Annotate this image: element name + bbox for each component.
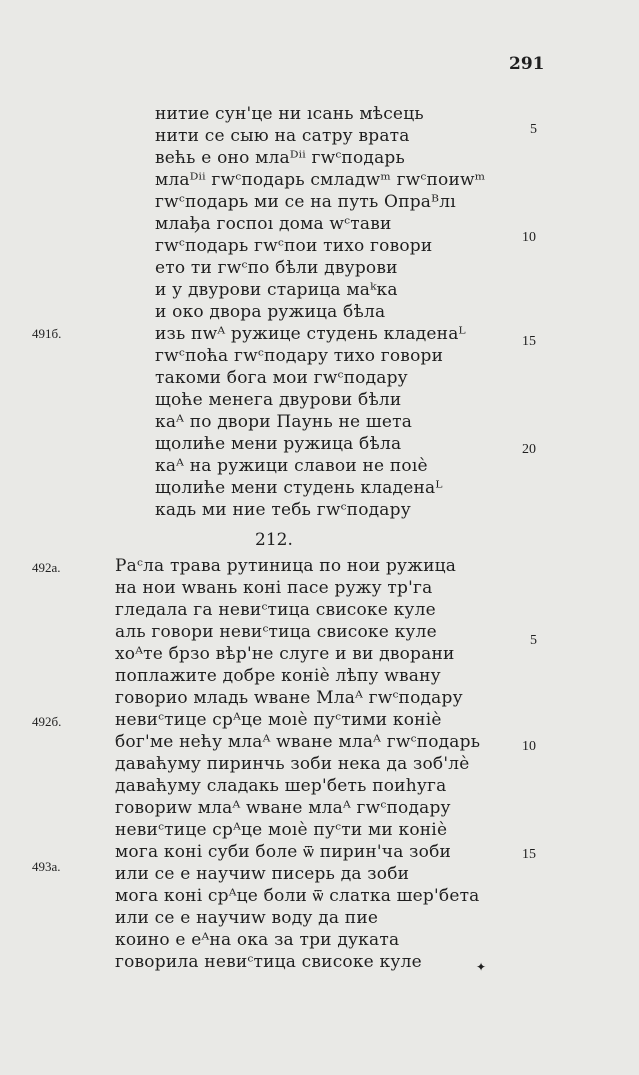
verse-line: и око двора ружица бѣла [155,302,386,322]
line-number: 10 [522,230,536,245]
verse-line: даваћуму сладакь шер'беть поиһуга [115,776,447,796]
verse-line: говориw млаᴬ wване млаᴬ гwᶜподару [115,798,451,818]
verse-line: или се е научиw воду да пие [115,908,379,928]
verse-line: или се е научиw писерь да зоби [115,864,410,884]
manuscript-folio-ref: 491б. [32,326,62,341]
line-number: 5 [530,633,537,648]
verse-line: ето ти гwᶜпо бѣли двурови [155,258,398,278]
verse-line: гледала га невиᶜтица свисоке куле [115,600,436,620]
line-number: 20 [522,442,536,457]
verse-line: говорио младь wване Млаᴬ гwᶜподару [115,688,463,708]
verse-line: нитие сун'це ни ıсань мѣсець [155,104,424,124]
verse-line: мога коні суби боле ѿ пирин'ча зоби [115,842,452,862]
line-number: 5 [530,122,537,137]
verse-line: већь е оно млаᴰⁱⁱ гwᶜподарь [155,148,405,168]
verse-line: гwᶜподарь гwᶜпои тихо говори [155,236,433,256]
verse-line: невиᶜтице срᴬце моıѐ пуᶜти ми коніѐ [115,820,448,840]
manuscript-folio-ref: 493а. [32,859,61,874]
verse-line: и у двурови старица маᵏка [155,280,398,300]
verse-line: такоми бога мои гwᶜподару [155,368,408,388]
verse-line: на нои wвань коні пасе ружу тр'га [115,578,433,598]
verse-line: изь пwᴬ ружице студень кладенаᴸ [155,324,466,344]
verse-line: млађа госпоı дома wᶜтави [155,214,392,234]
verse-line: бог'ме нећу млаᴬ wване млаᴬ гwᶜподарь [115,732,481,752]
line-number: 15 [522,847,536,862]
verse-line: щолиће мени студень кладенаᴸ [155,478,443,498]
poem-number-heading: 212. [255,530,293,550]
verse-line: поплажите добре коніѐ лѣпу wвану [115,666,441,686]
verse-line: щоће менега двурови бѣли [155,390,402,410]
ink-mark: ✦ [476,960,487,974]
manuscript-folio-ref: 492а. [32,560,61,575]
line-number: 15 [522,334,536,349]
verse-line: коино е еᴬна ока за три дуката [115,930,400,950]
manuscript-folio-ref: 492б. [32,714,62,729]
verse-line: щолиће мени ружица бѣла [155,434,402,454]
verse-line: невиᶜтице срᴬце моıѐ пуᶜтими коніѐ [115,710,442,730]
page-number: 291 [509,54,545,74]
line-number: 10 [522,739,536,754]
verse-line: гwᶜподарь ми се на путь Опраᴮлı [155,192,456,212]
verse-line: хоᴬте брзо вѣр'не слуге и ви дворани [115,644,455,664]
verse-line: кадь ми ние тебь гwᶜподару [155,500,411,520]
verse-line: нити се сыю на сатру врата [155,126,410,146]
verse-line: говорила невиᶜтица свисоке куле [115,952,422,972]
verse-line: мога коні срᴬце боли ѿ слатка шер'бета [115,886,480,906]
verse-line: гwᶜпоћа гwᶜподару тихо говори [155,346,444,366]
verse-line: млаᴰⁱⁱ гwᶜподарь смладwᵐ гwᶜпоиwᵐ [155,170,486,190]
verse-line: аль говори невиᶜтица свисоке куле [115,622,437,642]
verse-line: даваћуму пиринчь зоби нека да зоб'лѐ [115,754,470,774]
verse-line: каᴬ по двори Паунь не шета [155,412,413,432]
verse-line: каᴬ на ружици славои не поıѐ [155,456,428,476]
verse-line: Раᶜла трава рутиница по нои ружица [115,556,457,576]
